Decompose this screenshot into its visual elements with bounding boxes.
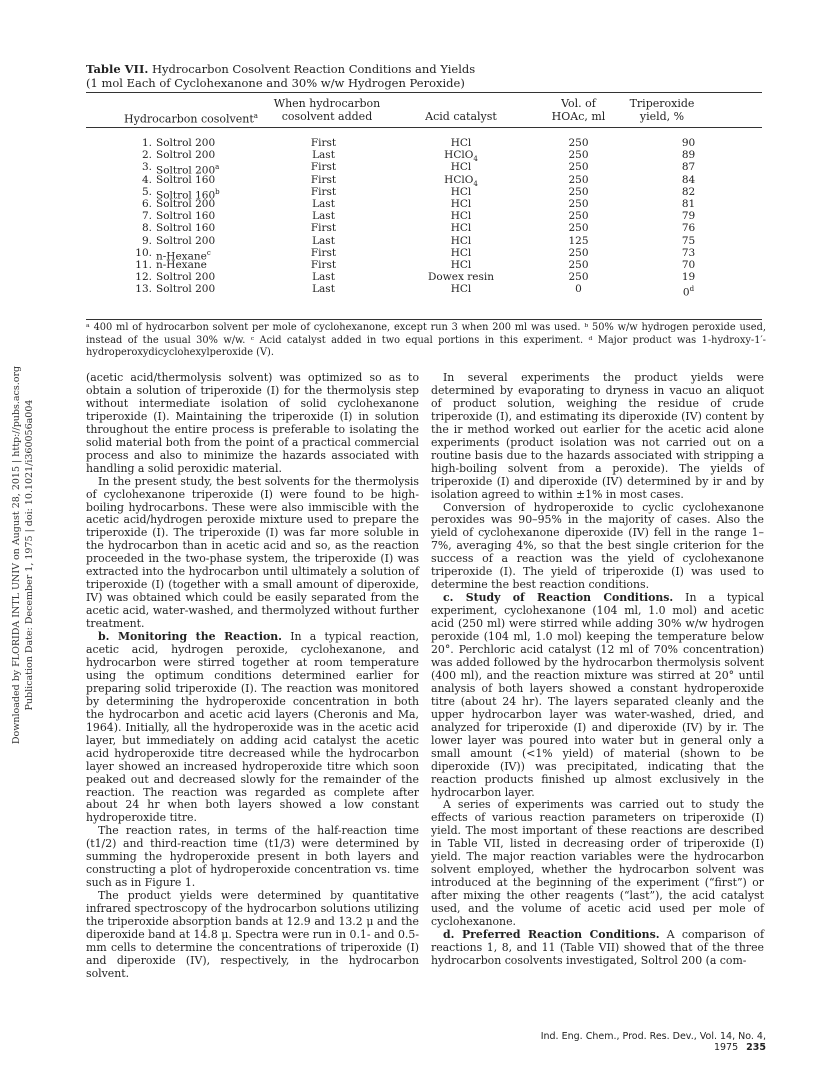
yield-cell: 79 <box>681 210 696 223</box>
run-number-cell: 9. <box>141 234 152 247</box>
table-row <box>86 259 762 271</box>
table-bottom-rule <box>86 319 762 320</box>
yield-cell: 70 <box>681 258 696 271</box>
paragraph: In several experiments the product yields were determined by evaporating to dryness in vacuo an aliquot of product solution, weighing the residue of crude triperoxide (I), and estimating its diperoxide (IV) content by the ir method worked out earlier for the acetic acid alone experiments (product isolation was not carried out on a routine basis due to the hazards associated with stripping a high-boiling solvent from a peroxide). The yields of triperoxide (I) and diperoxide (IV) determined by ir and by isolation agreed to within ±1% in most cases. <box>431 371 764 501</box>
acid-catalyst-cell: HClO$_4$ <box>444 149 478 164</box>
run-number-cell: 1. <box>141 137 152 149</box>
journal-citation: Ind. Eng. Chem., Prod. Res. Dev., Vol. 14, No. 4, 1975 <box>540 1031 766 1053</box>
paragraph: c. Study of Reaction Conditions. In a typical experiment, cyclohexanone (104 ml, 1.0 mol) and acetic acid (250 ml) were stirred while adding 30% w/w hydrogen peroxide (104 ml, 1.0 mol) keeping the temperature below 20°. Perchloric acid catalyst (12 ml of 70% concentration) was added followed by the hydrocarbon thermolysis solvent (400 ml), and the reaction mixture was stirred at 20° until analysis of both layers showed a constant hydroperoxide titre (about 24 hr). The layers separated cleanly and the upper hydrocarbon layer was water-washed, dried, and analyzed for triperoxide (I) and diperoxide (IV) by ir. The lower layer was poured into water but in general only a small amount (<1% yield) of material (shown to be diperoxide (IV)) was precipitated, indicating that the reaction products finished up almost exclusively in the hydrocarbon layer. <box>431 591 764 799</box>
yield-cell: 75 <box>681 234 696 247</box>
acid-catalyst-cell: HCl <box>450 137 472 149</box>
paragraph: In the present study, the best solvents for the thermolysis of cyclohexanone triperoxide (I) were found to be high-boiling hydrocarbons. These were also immiscible with the acetic acid/hydrogen peroxide mixture used to prepare the triperoxide (I). The triperoxide (I) was far more soluble in the hydrocarbon than in acetic acid and so, as the reaction proceeded in the two-phase system, the triperoxide (I) was extracted into the hydrocarbon until ultimately a solution of triperoxide (I) (together with a small amount of diperoxide, IV) was obtained which could be easily separated from the acetic acid, water-washed, and thermolyzed without further treatment. <box>86 474 419 631</box>
cosolvent-cell: Soltrol 200 <box>156 283 216 296</box>
run-number-cell: 8. <box>141 222 152 235</box>
yield-cell: 73 <box>681 246 696 259</box>
when-added-cell: Last <box>312 149 335 162</box>
hoac-volume-cell: 250 <box>568 222 589 235</box>
yield-cell: 0$^d$ <box>682 285 695 299</box>
hoac-volume-cell: 250 <box>568 137 589 149</box>
run-number-cell: 4. <box>141 173 152 186</box>
table-header-rule <box>86 127 762 128</box>
run-number-cell: 3. <box>141 161 152 174</box>
run-number-cell: 10. <box>135 246 152 259</box>
table-row <box>86 149 762 164</box>
hoac-volume-cell: 250 <box>568 149 589 162</box>
run-number-cell: 7. <box>141 210 152 223</box>
when-added-cell: First <box>310 137 337 149</box>
acid-catalyst-cell: HCl <box>450 222 472 235</box>
acid-catalyst-cell: HCl <box>450 234 472 247</box>
cosolvent-cell: Soltrol 160 <box>156 173 216 186</box>
when-added-cell: Last <box>312 234 335 247</box>
cosolvent-cell: n-Hexane$^c$ <box>156 248 211 263</box>
acid-catalyst-cell: HClO$_4$ <box>444 173 478 188</box>
run-number-cell: 13. <box>135 283 152 296</box>
table-title: Hydrocarbon Cosolvent Reaction Conditions and Yields <box>148 62 476 76</box>
table-row <box>86 246 762 263</box>
download-notice <box>10 345 54 765</box>
when-added-cell: First <box>310 173 337 186</box>
cosolvent-cell: Soltrol 200 <box>156 137 216 149</box>
header-acid-catalyst: Acid catalyst <box>425 110 497 123</box>
run-number-cell: 6. <box>141 197 152 210</box>
right-column <box>431 372 764 968</box>
yield-cell: 87 <box>681 161 696 174</box>
table-body <box>86 137 762 299</box>
hoac-volume-cell: 250 <box>568 161 589 174</box>
when-added-cell: Last <box>312 283 335 296</box>
cosolvent-cell: Soltrol 160 <box>156 210 216 223</box>
hoac-volume-cell: 250 <box>568 173 589 186</box>
when-added-cell: First <box>310 258 337 271</box>
hoac-volume-cell: 250 <box>568 246 589 259</box>
paragraph: The reaction rates, in terms of the half-reaction time (t1/2) and third-reaction time (t1/3) were determined by summing the hydroperoxide present in both layers and constructing a plot of hydroperoxide concentration vs. time such as in Figure 1. <box>86 824 419 890</box>
table-row <box>86 235 762 247</box>
table-row <box>86 271 762 283</box>
table-row <box>86 283 762 299</box>
section-heading: d. Preferred Reaction Conditions. <box>443 927 660 941</box>
table-number: Table VII. <box>86 62 149 76</box>
cosolvent-cell: Soltrol 160 <box>156 222 216 235</box>
hoac-volume-cell: 0 <box>575 283 582 296</box>
when-added-cell: Last <box>312 210 335 223</box>
acid-catalyst-cell: HCl <box>450 210 472 223</box>
run-number-cell: 5. <box>141 185 152 198</box>
paragraph: (acetic acid/thermolysis solvent) was optimized so as to obtain a solution of triperoxide (I) for the thermolysis step without intermediate isolation of solid cyclohexanone triperoxide (I). Maintaining the triperoxide (I) in solution throughout the entire process is preferable to isolating the solid material both from the point of a practical commercial process and also to minimize the hazards associated with handling a solid peroxidic material. <box>86 371 419 475</box>
cosolvent-cell: Soltrol 200 <box>156 234 216 247</box>
paragraph: The product yields were determined by quantitative infrared spectroscopy of the hydrocarbon solutions utilizing the triperoxide absorption bands at 12.9 and 13.2 μ and the diperoxide band at 14.8 μ. Spectra were run in 0.1- and 0.5-mm cells to determine the concentrations of triperoxide (I) and diperoxide (IV), respectively, in the hydrocarbon solvent. <box>86 889 419 980</box>
paragraph: d. Preferred Reaction Conditions. A comparison of reactions 1, 8, and 11 (Table VII) showed that of the three hydrocarbon cosolvents investigated, Soltrol 200 (a com- <box>431 927 764 967</box>
table-subtitle: (1 mol Each of Cyclohexanone and 30% w/w Hydrogen Peroxide) <box>86 76 465 90</box>
table-top-rule <box>86 92 762 93</box>
hoac-volume-cell: 250 <box>568 185 589 198</box>
run-number-cell: 2. <box>141 149 152 162</box>
run-number-cell: 11. <box>135 258 152 271</box>
header-triperoxide-yield: Triperoxide yield, % <box>629 97 695 123</box>
table-caption <box>86 62 766 90</box>
table-row <box>86 174 762 186</box>
acid-catalyst-cell: HCl <box>450 161 472 174</box>
when-added-cell: First <box>310 246 337 259</box>
table-row <box>86 137 762 149</box>
cosolvent-cell: Soltrol 160$^b$ <box>156 187 220 202</box>
cosolvent-cell: Soltrol 200 <box>156 271 216 284</box>
cosolvent-cell: Soltrol 200$^a$ <box>156 163 220 177</box>
when-added-cell: First <box>310 185 337 198</box>
acid-catalyst-cell: HCl <box>450 246 472 259</box>
acid-catalyst-cell: HCl <box>450 185 472 198</box>
hoac-volume-cell: 250 <box>568 271 589 284</box>
table-row <box>86 198 762 210</box>
cosolvent-cell: Soltrol 200 <box>156 197 216 210</box>
table-row <box>86 161 762 177</box>
header-when-added: When hydrocarbon cosolvent added <box>273 97 381 123</box>
yield-cell: 76 <box>681 222 696 235</box>
acid-catalyst-cell: HCl <box>450 197 472 210</box>
page-footer <box>490 1031 766 1053</box>
yield-cell: 89 <box>681 149 696 162</box>
acid-catalyst-cell: Dowex resin <box>428 271 494 284</box>
cosolvent-cell: n-Hexane <box>156 258 207 271</box>
yield-cell: 81 <box>681 197 696 210</box>
header-hoac-volume: Vol. of HOAc, ml <box>551 97 606 123</box>
acid-catalyst-cell: HCl <box>450 283 472 296</box>
yield-cell: 82 <box>681 185 696 198</box>
acid-catalyst-cell: HCl <box>450 258 472 271</box>
table-row <box>86 210 762 222</box>
page-number: 235 <box>746 1042 766 1053</box>
when-added-cell: Last <box>312 271 335 284</box>
table-row <box>86 222 762 234</box>
section-heading: b. Monitoring the Reaction. <box>98 630 282 644</box>
yield-cell: 90 <box>681 137 696 149</box>
yield-cell: 84 <box>681 173 696 186</box>
download-notice-line1: Downloaded by FLORIDA INTL UNIV on August 28, 2015 | http://pubs.acs.org <box>11 365 22 745</box>
when-added-cell: First <box>310 222 337 235</box>
hoac-volume-cell: 125 <box>568 234 589 247</box>
when-added-cell: First <box>310 161 337 174</box>
run-number-cell: 12. <box>135 271 152 284</box>
hoac-volume-cell: 250 <box>568 258 589 271</box>
download-notice-line2: Publication Date: December 1, 1975 | doi: 10.1021/i360056a004 <box>24 399 35 711</box>
hoac-volume-cell: 250 <box>568 197 589 210</box>
paragraph: Conversion of hydroperoxide to cyclic cyclohexanone peroxides was 90–95% in the majority of cases. Also the yield of cyclohexanone diperoxide (IV) fell in the range 1–7%, averaging 4%, so that the best single criterion for the success of a reaction was the yield of cyclohexanone triperoxide (I). The yield of triperoxide (I) was used to determine the best reaction conditions. <box>431 500 764 592</box>
cosolvent-cell: Soltrol 200 <box>156 149 216 162</box>
yield-cell: 19 <box>681 271 696 284</box>
paragraph: A series of experiments was carried out to study the effects of various reaction parameters on triperoxide (I) yield. The most important of these reactions are described in Table VII, listed in decreasing order of triperoxide (I) yield. The major reaction variables were the hydrocarbon solvent employed, whether the hydrocarbon solvent was introduced at the beginning of the experiment (“first”) or after mixing the other reagents (“last”), the acid catalyst used, and the volume of acetic acid used per mole of cyclohexanone. <box>431 798 764 929</box>
left-column <box>86 372 419 981</box>
section-heading: c. Study of Reaction Conditions. <box>443 591 674 605</box>
paragraph: b. Monitoring the Reaction. In a typical reaction, acetic acid, hydrogen peroxide, cyclohexanone, and hydrocarbon were stirred together at room temperature using the optimum conditions determined earlier for preparing solid triperoxide (I). The reaction was monitored by determining the hydroperoxide concentration in both the hydrocarbon and acetic acid layers (Cheronis and Ma, 1964). Initially, all the hydroperoxide was in the acetic acid layer, but immediately on adding acid catalyst the acetic acid hydroperoxide titre decreased while the hydrocarbon layer showed an increased hydroperoxide titre which soon peaked out and decreased slowly for the remainder of the reaction. The reaction was regarded as complete after about 24 hr when both layers showed a low constant hydroperoxide titre. <box>86 630 420 825</box>
table-footnote: ᵃ 400 ml of hydrocarbon solvent per mole of cyclohexanone, except run 3 when 200 ml was used. ᵇ 50% w/w hydrogen peroxide used, instead of the usual 30% w/w. ᶜ Acid catalyst added in two equal portions in this experiment. ᵈ Major product was 1-hydroxy-1′-hydroperoxydicyclohexylperoxide (V). <box>86 322 766 358</box>
table-row <box>86 185 762 202</box>
when-added-cell: Last <box>312 197 335 210</box>
header-cosolvent: Hydrocarbon cosolvent$^a$ <box>124 112 258 126</box>
hoac-volume-cell: 250 <box>568 210 589 223</box>
